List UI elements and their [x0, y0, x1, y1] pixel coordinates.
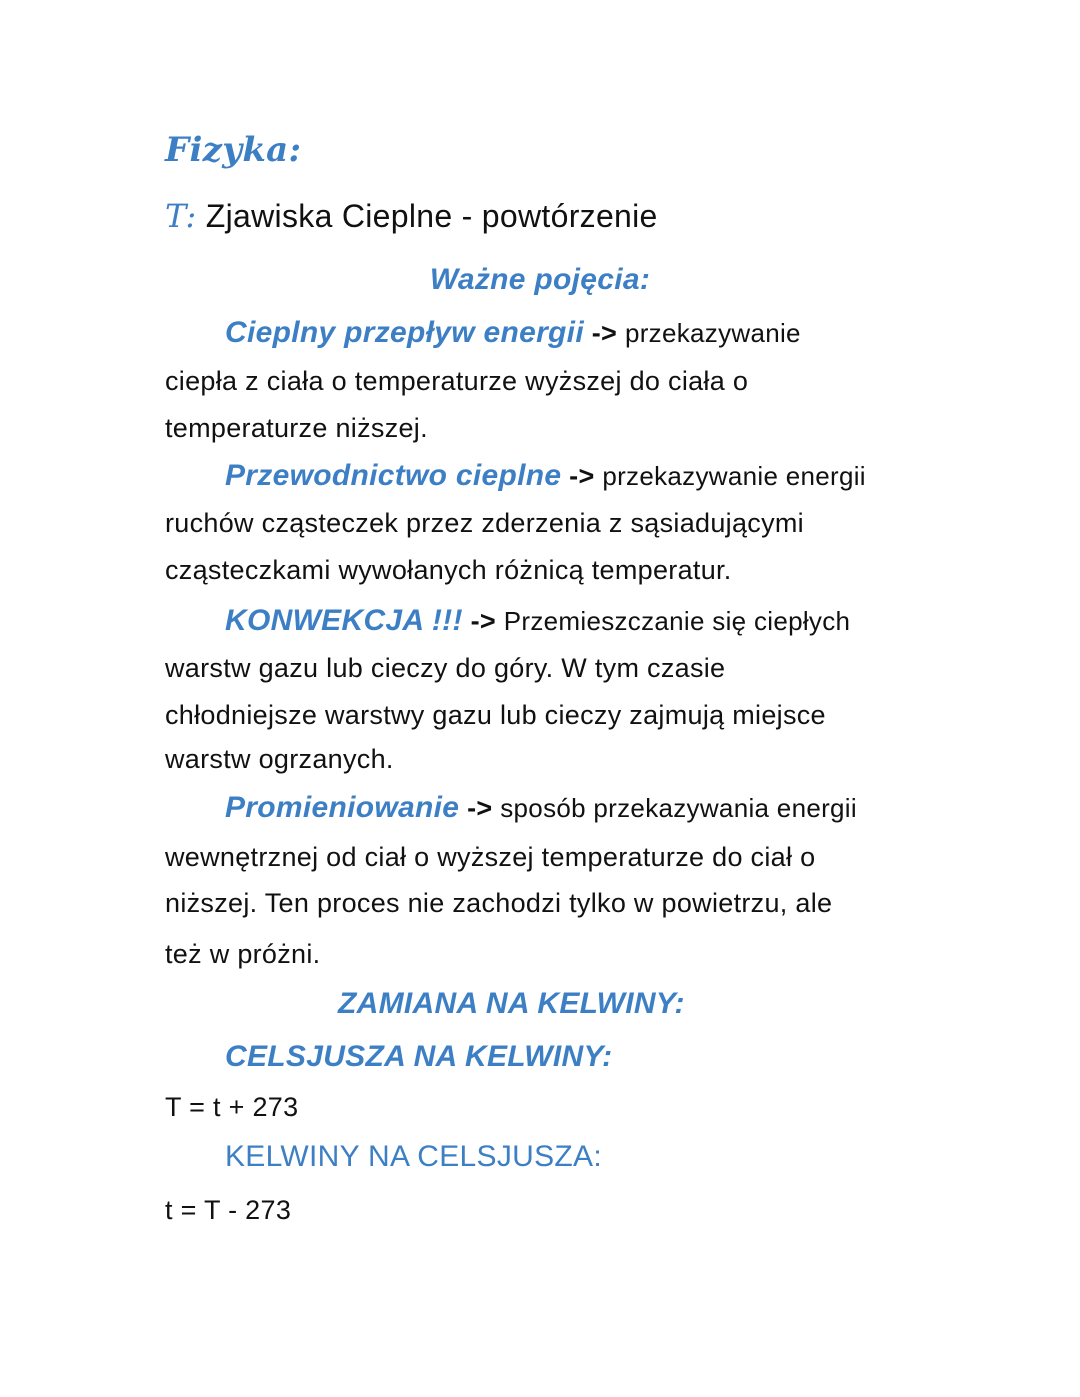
term-name: Promieniowanie [225, 791, 460, 824]
celsius-to-kelvin-formula: T = t + 273 [165, 1092, 299, 1122]
arrow: -> [467, 793, 493, 823]
term-definition: przekazywanie [624, 318, 801, 348]
definition-line: też w próżni. [165, 939, 321, 969]
arrow: -> [470, 606, 496, 636]
term-name: Przewodnictwo cieplne [225, 459, 562, 492]
term-definition: przekazywanie energii [602, 461, 866, 491]
subject-heading: Fizyka: [165, 130, 302, 170]
kelvin-to-celsius-formula: t = T - 273 [165, 1195, 292, 1225]
kelvin-to-celsius-label: KELWINY NA CELSJUSZA: [225, 1140, 602, 1173]
definition-line: niższej. Ten proces nie zachodzi tylko w powietrzu, ale [165, 888, 833, 918]
term-name: KONWEKCJA !!! [225, 604, 463, 637]
definition-line: warstw ogrzanych. [165, 744, 394, 774]
definition-line: cząsteczkami wywołanych różnicą temperatur. [165, 555, 732, 585]
topic-prefix: T: [165, 197, 197, 235]
section-title-kelvin: ZAMIANA NA KELWINY: [338, 987, 685, 1020]
definition-line: wewnętrznej od ciał o wyższej temperaturze do ciał o [165, 842, 816, 872]
definition-line: ciepła z ciała o temperaturze wyższej do ciała o [165, 366, 749, 396]
term-definition: Przemieszczanie się ciepłych [503, 606, 851, 636]
term-line [225, 315, 801, 351]
definition-line: warstw gazu lub cieczy do góry. W tym czasie [165, 653, 726, 683]
definition-line: chłodniejsze warstwy gazu lub cieczy zajmują miejsce [165, 700, 826, 730]
term-name: Cieplny przepływ energii [225, 316, 584, 349]
arrow: -> [569, 461, 595, 491]
section-title-concepts: Ważne pojęcia: [429, 263, 651, 296]
definition-line: ruchów cząsteczek przez zderzenia z sąsiadującymi [165, 508, 804, 538]
arrow: -> [591, 318, 618, 348]
topic-line [165, 198, 658, 234]
term-line [225, 603, 850, 639]
definition-line: temperaturze niższej. [165, 413, 428, 443]
celsius-to-kelvin-label: CELSJUSZA NA KELWINY: [225, 1040, 613, 1073]
term-definition: sposób przekazywania energii [500, 793, 857, 823]
term-line [225, 458, 866, 494]
topic-title: Zjawiska Cieplne - powtórzenie [205, 198, 658, 234]
term-line [225, 790, 857, 826]
